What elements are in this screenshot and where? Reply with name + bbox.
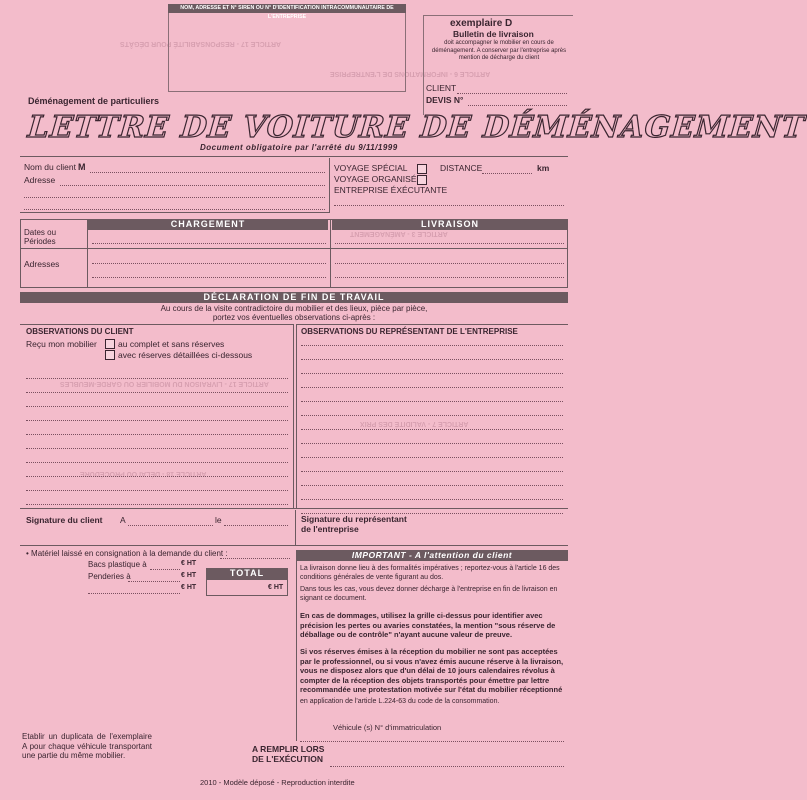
reserves-checkbox[interactable] (105, 350, 115, 360)
observation-line (301, 344, 563, 346)
penderies-label: Penderies à (88, 572, 131, 581)
important-p4b: en application de l'article L.224-63 du code de la consommation. (300, 697, 500, 705)
company-box-label: NOM, ADRESSE ET N° SIREN OU N° D'IDENTIFICATION INTRACOMMUNAUTAIRE DE L'ENTREPRISE (168, 4, 406, 13)
category-label: Déménagement de particuliers (28, 96, 160, 106)
livraison-dates-field[interactable] (335, 242, 564, 244)
voyage-special-checkbox[interactable] (417, 164, 427, 174)
important-p4 (300, 647, 564, 706)
observation-line (301, 386, 563, 388)
option-reserves-label: avec réserves détaillées ci-dessous (118, 350, 253, 360)
important-p1: La livraison donne lieu à des formalités impératives ; reportez-vous à l'article 16 des conditions générales de vente figurant au dos. (300, 565, 560, 581)
entreprise-field[interactable] (334, 204, 564, 206)
company-observation-lines[interactable] (301, 330, 563, 514)
bacs-label: Bacs plastique à (88, 560, 147, 569)
copy-subtitle: Bulletin de livraison (453, 29, 534, 39)
client-signature-label: Signature du client (26, 515, 103, 525)
client-address-field-3[interactable] (24, 208, 325, 210)
observation-line (301, 456, 563, 458)
signature-divider (295, 510, 296, 545)
observation-line (301, 484, 563, 486)
signature-date-field[interactable] (224, 524, 288, 526)
observation-line (26, 377, 288, 379)
chargement-header: CHARGEMENT (88, 219, 328, 230)
important-p3: En cas de dommages, utilisez la grille ci-dessus pour identifier avec précision les pertes ou avaries constatées, la mention "sous réserve de déballage ou de contrôle" n'ayant aucune valeur de preuve. (300, 611, 556, 639)
rep-signature-label-1: Signature du représentant (301, 514, 407, 524)
declaration-header: DÉCLARATION DE FIN DE TRAVAIL (20, 292, 568, 303)
observation-line (26, 489, 288, 491)
bacs-field[interactable] (150, 568, 180, 570)
penderies-field[interactable] (128, 580, 180, 582)
livraison-header: LIVRAISON (332, 219, 568, 230)
distance-unit: km (537, 163, 550, 173)
grid-divider (87, 219, 88, 288)
divider (20, 545, 568, 546)
client-label: CLIENT (426, 83, 457, 93)
signature-place-field[interactable] (128, 524, 213, 526)
grid-divider (20, 248, 568, 249)
bleed-through-text: ARTICLE 18 - DÉLAI OU PROCÉDURE (80, 470, 207, 477)
adresses-label: Adresses (24, 259, 60, 269)
client-observation-lines[interactable] (26, 365, 288, 505)
observation-line (301, 498, 563, 500)
rep-signature-label-2: de l'entreprise (301, 524, 359, 534)
chargement-dates-field[interactable] (92, 242, 326, 244)
chargement-address-field[interactable] (92, 262, 326, 264)
observation-line (26, 461, 288, 463)
observation-line (301, 428, 563, 430)
fill-label-1: A REMPLIR LORS (252, 744, 325, 754)
important-p2: Dans tous les cas, vous devez donner décharge à l'entreprise en fin de livraison en signant ce document. (300, 586, 558, 602)
client-name-label: Nom du client (24, 162, 76, 172)
total-euro: € HT (268, 584, 284, 591)
client-field[interactable] (457, 92, 567, 94)
page-title: LETTRE DE VOITURE DE DÉMÉNAGEMENT (26, 110, 807, 145)
livraison-address-field-2[interactable] (335, 276, 564, 278)
entreprise-label: ENTREPRISE ÉXÉCUTANTE (334, 185, 448, 195)
devis-label: DEVIS N° (426, 95, 464, 105)
voyage-organise-label: VOYAGE ORGANISÉ (334, 174, 417, 184)
divider (20, 156, 568, 157)
observation-line (301, 470, 563, 472)
observation-line (26, 433, 288, 435)
copy-note: doit accompagner le mobilier en cours de déménagement. A conserver par l'entreprise après mention de décharge du client (431, 40, 567, 61)
vehicle-field[interactable] (300, 740, 564, 742)
recu-label: Reçu mon mobilier (26, 339, 97, 349)
observation-line (301, 372, 563, 374)
vehicle-label: Véhicule (s) N° d'immatriculation (333, 723, 442, 732)
page-subtitle: Document obligatoire par l'arrêté du 9/11/1999 (200, 143, 398, 152)
observation-line (301, 358, 563, 360)
complete-checkbox[interactable] (105, 339, 115, 349)
observation-line (301, 442, 563, 444)
devis-field[interactable] (468, 104, 567, 106)
fill-label-2: DE L'EXÉCUTION (252, 754, 323, 764)
form-reference-text (0, 370, 1, 476)
grid-divider (330, 219, 331, 288)
important-header: IMPORTANT - A l'attention du client (296, 550, 568, 561)
important-p4a: Si vos réserves émises à la réception du mobilier ne sont pas acceptées par le professionnel, ou si vous n'avez émis aucune réserve à la livraison, vous ne disposez alors que d'un délai de 10 jours calendaires révolus à compter de la réception des objets transportés pour émettre par lettre recommandée une protestation motivée sur l'état du mobilier réceptionné (300, 647, 564, 694)
observation-line (301, 414, 563, 416)
bacs-euro: € HT (181, 560, 197, 567)
observation-line (26, 405, 288, 407)
other-consignment-field[interactable] (88, 592, 180, 594)
client-address-label: Adresse (24, 175, 56, 185)
bleed-through-text: ARTICLE 7 - VALIDITÉ DES PRIX (360, 420, 469, 427)
penderies-euro: € HT (181, 572, 197, 579)
total-header: TOTAL (206, 568, 288, 579)
observation-line (26, 503, 288, 505)
consignment-label: • Matériel laissé en consignation à la demande du client : (26, 549, 228, 558)
copyright: 2010 - Modèle déposé - Reproduction interdite (200, 778, 355, 787)
signature-le-label: le (215, 515, 222, 525)
consignment-field[interactable] (220, 557, 290, 559)
client-address-field[interactable] (60, 184, 325, 186)
observation-line (26, 447, 288, 449)
company-obs-title: OBSERVATIONS DU REPRÉSENTANT DE L'ENTREPRISE (301, 327, 518, 336)
client-name-field[interactable] (90, 171, 325, 173)
bleed-through-text: ARTICLE 17 - RESPONSABILITÉ POUR DÉGÂTS (120, 40, 282, 47)
divider (20, 508, 568, 509)
declaration-intro-1: Au cours de la visite contradictoire du mobilier et des lieux, pièce par pièce, (160, 304, 428, 313)
observation-line (26, 475, 288, 477)
observation-line (301, 400, 563, 402)
client-address-field-2[interactable] (24, 196, 325, 198)
bleed-through-text: ARTICLE 17 - LIVRAISON DU MOBILIER OU GARDE-MEUBLES (60, 380, 269, 387)
dates-label: Dates ou Périodes (24, 228, 57, 246)
bleed-through-text: ARTICLE 6 - INFORMATIONS DE L'ENTREPRISE (330, 70, 491, 77)
livraison-address-field[interactable] (335, 262, 564, 264)
voyage-special-label: VOYAGE SPÉCIAL (334, 163, 408, 173)
voyage-organise-checkbox[interactable] (417, 175, 427, 185)
declaration-intro-2: portez vos éventuelles observations ci-après : (212, 313, 376, 322)
duplicate-note: Etablir un duplicata de l'exemplaire A pour chaque véhicule transportant une partie du même mobilier. (22, 732, 152, 760)
client-obs-title: OBSERVATIONS DU CLIENT (26, 327, 134, 336)
distance-field[interactable] (482, 172, 532, 174)
option-complete-label: au complet et sans réserves (118, 339, 225, 349)
client-name-prefix: M (78, 162, 86, 172)
consignment-text: Matériel laissé en consignation à la demande du client : (31, 549, 228, 558)
bleed-through-text: ARTICLE 3 - AMÉNAGEMENT (350, 230, 448, 237)
signature-a-label: A (120, 515, 126, 525)
chargement-address-field-2[interactable] (92, 276, 326, 278)
execution-field[interactable] (330, 765, 564, 767)
distance-label: DISTANCE (440, 163, 483, 173)
copy-title: exemplaire D (450, 18, 513, 29)
observation-line (26, 419, 288, 421)
other-euro: € HT (181, 584, 197, 591)
observation-line (26, 391, 288, 393)
